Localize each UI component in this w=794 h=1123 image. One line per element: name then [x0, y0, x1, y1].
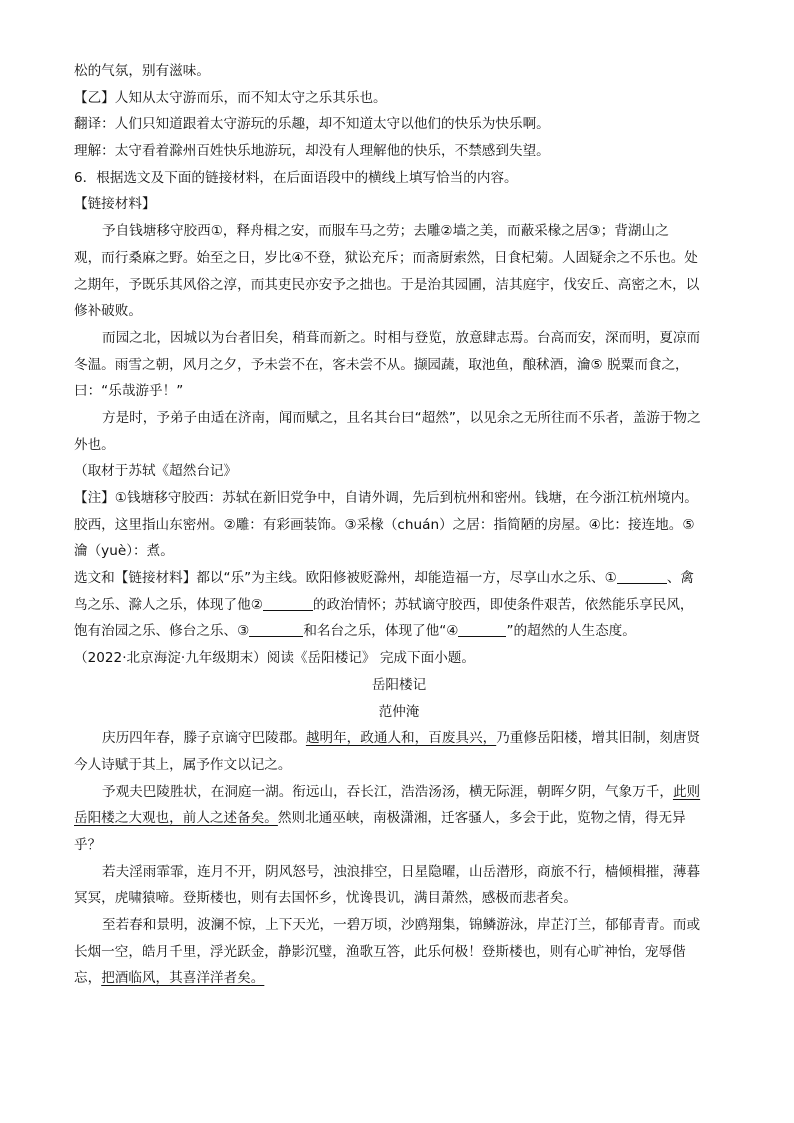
text-segment: 予观夫巴陵胜状，在洞庭一湖。衔远山，吞长江，浩浩汤汤，横无际涯，朝晖夕阴，气象万千， [102, 783, 673, 800]
question-6: 6．根据选文及下面的链接材料，在后面语段中的横线上填写恰当的内容。 [74, 169, 518, 186]
underlined-sentence: 此则 [672, 783, 701, 800]
text-line: 理解：太守看着滁州百姓快乐地游玩，却没有人理解他的快乐，不禁感到失望。 [74, 143, 550, 160]
text-segment: 庆历四年春，滕子京谪守巴陵郡。 [102, 730, 306, 747]
answer-blank-2[interactable] [263, 596, 313, 611]
text-segment: 然则北通巫峡，南极潇湘，迁客骚人，多会于此，览物之情，得无异 [277, 810, 686, 827]
text-line: 若夫淫雨霏霏，连月不开，阴风怒号，浊浪排空，日星隐曜，山岳潜形，商旅不行，樯倾楫摧，薄暮 [102, 863, 701, 880]
answer-blank-1[interactable] [617, 569, 667, 584]
text-segment: 、禽 [666, 570, 695, 587]
text-line [74, 805, 724, 832]
text-segment: 乃重修岳阳楼，增其旧制，刻唐贤 [496, 730, 701, 747]
text-line: 冬温。雨雪之朝，风月之夕，予未尝不在，客未尝不从。撷园蔬，取池鱼，酿秫酒，瀹⑤ 脱粟而食之， [74, 356, 689, 373]
fill-blank-line [74, 618, 724, 645]
text-line: 长烟一空，皓月千里，浮光跃金，静影沉璧，渔歌互答，此乐何极！登斯楼也，则有心旷神怡，宠辱偕 [74, 943, 686, 960]
question-intro: （2022·北京海淀·九年级期末）阅读《岳阳楼记》 完成下面小题。 [74, 650, 475, 667]
text-line: 乎？ [74, 836, 102, 853]
text-segment: 忘， [74, 970, 102, 987]
text-line: 方是时，予弟子由适在济南，闻而赋之，且名其台曰“超然”，以见余之无所往而不乐者，盖游于物之 [102, 409, 701, 426]
answer-blank-3[interactable] [249, 622, 303, 637]
text-line [74, 965, 724, 992]
blank-marker-4: ④ [446, 623, 459, 640]
fill-blank-line [74, 592, 724, 619]
text-segment: 饱有治园之乐、修台之乐、 [74, 623, 238, 640]
text-line: 曰：“乐哉游乎！” [74, 383, 184, 400]
text-line [74, 779, 724, 806]
underlined-sentence: 越明年，政通人和，百废具兴， [305, 730, 497, 747]
annotation-line: 胶西，这里指山东密州。②雕：有彩画装饰。③采椽（chuán）之居：指简陋的房屋。④比：接连地。⑤ [74, 516, 695, 533]
text-line: 而园之北，因城以为台者旧矣，稍葺而新之。时相与登览，放意肆志焉。台高而安，深而明，夏凉而 [102, 329, 701, 346]
article-title: 岳阳楼记 [371, 676, 427, 693]
text-line: 修补破败。 [74, 303, 142, 320]
text-line: 冥冥，虎啸猿啼。登斯楼也，则有去国怀乡，忧谗畏讥，满目萧然，感极而悲者矣。 [74, 890, 577, 907]
underlined-sentence: 把酒临风，其喜洋洋者矣。 [101, 970, 265, 987]
text-line [74, 725, 724, 752]
text-segment: 和名台之乐，体现了他“ [303, 623, 447, 640]
text-line: 观，而行桑麻之野。始至之日，岁比④不登，狱讼充斥；而斋厨索然，日食杞菊。人固疑余之不乐也。处 [74, 249, 698, 266]
text-line: 至若春和景明，波澜不惊，上下天光，一碧万顷，沙鸥翔集，锦鳞游泳，岸芷汀兰，郁郁青青。而或 [102, 917, 701, 933]
fill-blank-line [74, 565, 724, 592]
text-segment: 鸟之乐、滁人之乐，体现了他 [74, 596, 251, 613]
text-segment: 的政治情怀；苏轼谪守胶西，即使条件艰苦，依然能乐享民风， [312, 596, 694, 613]
text-line: 外也。 [74, 436, 115, 453]
section-heading: 【链接材料】 [74, 196, 156, 213]
blank-marker-2: ② [250, 596, 263, 613]
article-author: 范仲淹 [378, 703, 420, 720]
annotation-line: 【注】①钱塘移守胶西：苏轼在新旧党争中，自请外调，先后到杭州和密州。钱塘，在今浙江杭州境内。 [74, 490, 698, 506]
text-line: 之期年，予既乐其风俗之淳，而其吏民亦安予之拙也。于是治其园圃，洁其庭宇，伐安丘、高密之木，以 [74, 276, 700, 293]
text-line: 【乙】人知从太守游而乐，而不知太守之乐其乐也。 [74, 89, 387, 106]
text-line: 松的气氛，别有滋味。 [74, 63, 210, 79]
source-note: （取材于苏轼《超然台记》 [74, 463, 238, 480]
document-page [74, 58, 724, 992]
text-segment: ”的超然的人生态度。 [506, 623, 636, 640]
blank-marker-1: ① [604, 570, 617, 587]
text-segment: 选文和【链接材料】都以“乐”为主线。欧阳修被贬滁州，却能造福一方，尽享山水之乐、 [74, 570, 605, 587]
blank-marker-3: ③ [237, 623, 250, 640]
text-line: 予自钱塘移守胶西①，释舟楫之安，而服车马之劳；去雕②墙之美，而蔽采椽之居③；背湖山之 [102, 223, 669, 240]
text-line: 今人诗赋于其上，属予作文以记之。 [74, 756, 292, 773]
annotation-line: 瀹（yuè）：煮。 [74, 543, 174, 560]
underlined-sentence: 岳阳楼之大观也，前人之述备矣。 [74, 810, 278, 827]
text-line: 翻译：人们只知道跟着太守游玩的乐趣，却不知道太守以他们的快乐为快乐啊。 [74, 116, 550, 133]
answer-blank-4[interactable] [458, 622, 506, 637]
